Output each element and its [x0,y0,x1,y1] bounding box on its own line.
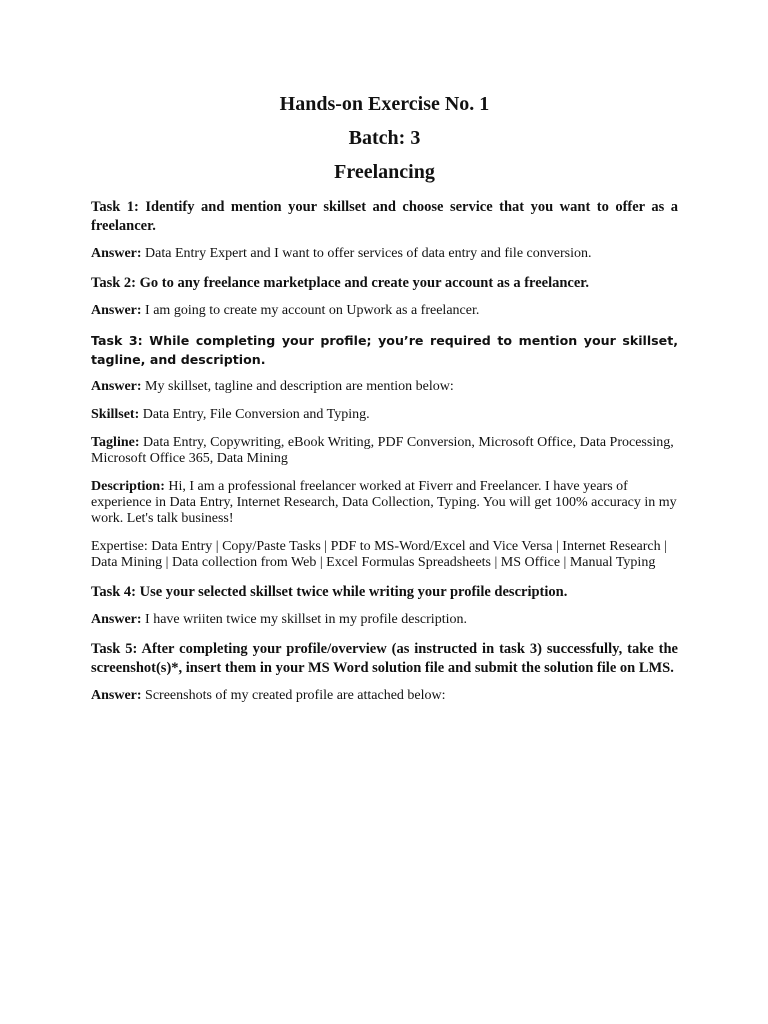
answer-2 [91,303,678,319]
description-line [91,479,678,527]
task-1-heading: Task 1: Identify and mention your skillset and choose service that you want to offer as a freelancer. [91,199,678,234]
answer-1-label: Answer: [91,246,142,261]
title-block [91,92,678,184]
task-3-heading: Task 3: While completing your profile; you’re required to mention your skillset, tagline, and description. [91,333,678,367]
answer-1-text: Data Entry Expert and I want to offer services of data entry and file conversion. [141,246,592,261]
exercise-title: Hands-on Exercise No. 1 [279,93,490,115]
answer-5 [91,688,678,704]
task-2-heading: Task 2: Go to any freelance marketplace and create your account as a freelancer. [91,275,590,291]
skillset-line [91,407,678,423]
expertise-line: Expertise: Data Entry | Copy/Paste Tasks | PDF to MS-Word/Excel and Vice Versa | Internet Research | Data Mining | Data collection from Web | Excel Formulas Spreadsheets | MS Office | Manual Typing [91,539,667,570]
description-label: Description: [91,479,165,494]
tagline-label: Tagline: [91,435,140,450]
tagline-line [91,435,678,467]
answer-4-text: I have wriiten twice my skillset in my profile description. [141,612,467,627]
description-text: Hi, I am a professional freelancer worked at Fiverr and Freelancer. I have years of experience in Data Entry, Internet Research, Data Collection, Typing. You will get 100% accuracy in my work. Let's talk business! [91,479,677,526]
answer-2-text: I am going to create my account on Upwork as a freelancer. [141,303,480,318]
answer-3 [91,379,678,395]
answer-4 [91,612,678,628]
answer-3-label: Answer: [91,379,142,394]
answer-3-text: My skillset, tagline and description are mention below: [141,379,454,394]
answer-1 [91,246,678,262]
batch-title: Batch: 3 [348,127,421,149]
subject-title: Freelancing [334,161,435,183]
tagline-text: Data Entry, Copywriting, eBook Writing, PDF Conversion, Microsoft Office, Data Processing, Microsoft Office 365, Data Mining [91,435,674,466]
document-body [91,92,678,716]
answer-4-label: Answer: [91,612,142,627]
answer-5-label: Answer: [91,688,142,703]
answer-5-text: Screenshots of my created profile are attached below: [141,688,446,703]
task-5-heading: Task 5: After completing your profile/overview (as instructed in task 3) successfully, take the screenshot(s)*, insert them in your MS Word solution file and submit the solution file on LMS. [91,641,678,676]
skillset-label: Skillset: [91,407,140,422]
task-4-heading: Task 4: Use your selected skillset twice while writing your profile description. [91,584,568,600]
answer-2-label: Answer: [91,303,142,318]
skillset-text: Data Entry, File Conversion and Typing. [139,407,370,422]
